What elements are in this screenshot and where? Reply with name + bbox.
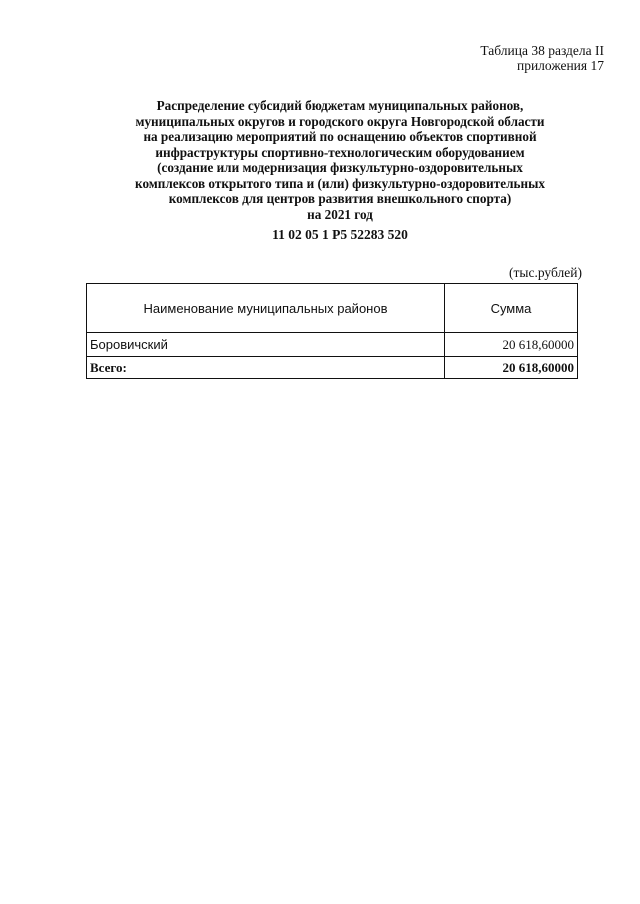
row-sum: 20 618,60000	[445, 333, 578, 357]
title-line: на 2021 год	[307, 206, 373, 222]
document-title	[70, 98, 610, 243]
reference-line-2: приложения 17	[516, 58, 604, 73]
title-line: муниципальных округов и городского округа Новгородской области	[135, 113, 545, 129]
budget-code: 11 02 05 1 Р5 52283 520	[272, 227, 408, 242]
title-line: Распределение субсидий бюджетам муниципальных районов,	[156, 98, 524, 113]
header-name: Наименование муниципальных районов	[87, 284, 445, 333]
title-line: на реализацию мероприятий по оснащению объектов спортивной	[143, 129, 537, 144]
title-line: комплексов открытого типа и (или) физкультурно-оздоровительных	[135, 175, 545, 191]
title-line: (создание или модернизация физкультурно-оздоровительных	[157, 160, 523, 175]
unit-note: (тыс.рублей)	[509, 265, 582, 280]
total-sum: 20 618,60000	[445, 357, 578, 379]
table-header-row	[87, 284, 578, 333]
subsidy-table	[86, 283, 578, 379]
reference-line-1: Таблица 38 раздела II	[480, 43, 604, 58]
table-total-row	[87, 357, 578, 379]
table-row	[87, 333, 578, 357]
header-sum: Сумма	[445, 284, 578, 333]
row-name: Боровичский	[87, 333, 445, 357]
title-line: инфраструктуры спортивно-технологическим оборудованием	[155, 144, 525, 160]
total-label: Всего:	[87, 357, 445, 379]
table-reference	[480, 43, 604, 73]
title-line: комплексов для центров развития внешкольного спорта)	[168, 191, 512, 206]
